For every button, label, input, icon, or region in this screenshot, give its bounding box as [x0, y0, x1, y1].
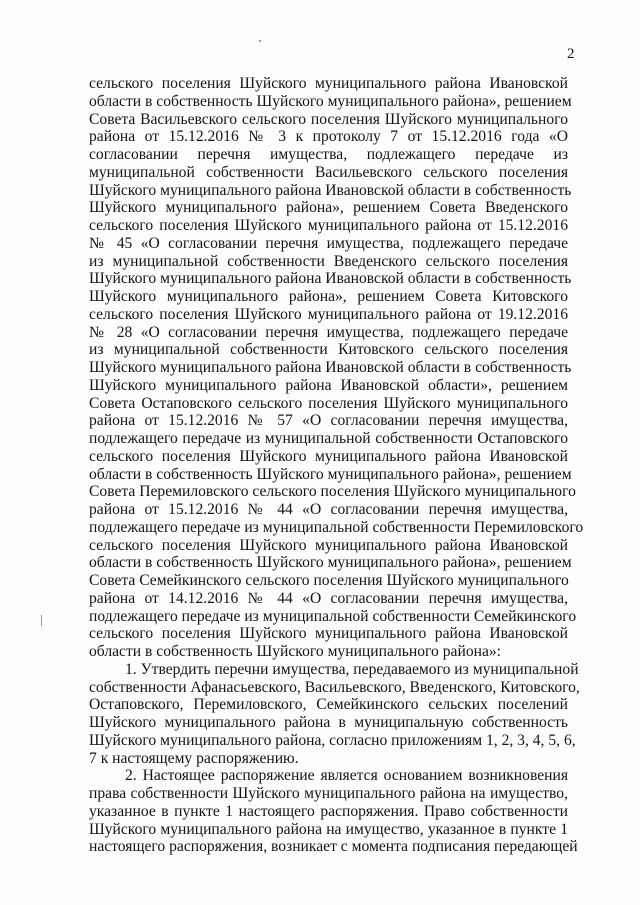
document-body — [89, 75, 584, 856]
paragraph — [89, 75, 584, 661]
text-line: сельского поселения Шуйского муниципального района от 15.12.2016 — [89, 217, 568, 234]
text-line: указанное в пункте 1 настоящего распоряжения. Право собственности — [89, 802, 568, 820]
text-line: Шуйского муниципального района в муниципальную собственность — [89, 714, 568, 731]
text-line: Совета Васильевского сельского поселения Шуйского муниципального — [89, 110, 568, 128]
text-line: Шуйского муниципального района», решением Совета Введенского — [89, 199, 568, 217]
text-line: Шуйского муниципального района Ивановской области», решением — [89, 376, 568, 394]
text-line: Совета Семейкинского сельского поселения Шуйского муниципального — [89, 572, 569, 589]
text-line: района от 15.12.2016 № 44 «О согласовании перечня имущества, — [89, 501, 568, 518]
text-line: подлежащего передаче из муниципальной собственности Остаповского — [89, 430, 568, 447]
text-line: сельского поселения Шуйского муниципального района Ивановской — [89, 625, 568, 643]
text-line: муниципальной собственности Васильевского сельского поселения — [89, 163, 568, 181]
text-line: сельского поселения Шуйского муниципального района Ивановской — [89, 536, 568, 554]
text-line: 1. Утвердить перечни имущества, передаваемого из муниципальной — [125, 660, 579, 678]
text-line: № 45 «О согласовании перечня имущества, подлежащего передаче — [89, 234, 568, 252]
text-line: согласовании перечня имущества, подлежащего передаче из — [89, 146, 568, 163]
text-line: № 28 «О согласовании перечня имущества, подлежащего передаче — [89, 323, 568, 341]
text-line: Шуйского муниципального района Ивановской области в собственность — [89, 181, 572, 199]
text-line: Совета Перемиловского сельского поселения Шуйского муниципального — [89, 483, 576, 501]
paragraph — [89, 660, 580, 768]
text-line: Шуйского муниципального района, согласно приложениям 1, 2, 3, 4, 5, 6, — [89, 731, 576, 749]
text-line: сельского поселения Шуйского муниципального района Ивановской — [89, 75, 568, 92]
scan-edge-mark — [41, 615, 42, 626]
text-line: Совета Остаповского сельского поселения Шуйского муниципального — [89, 394, 568, 412]
text-line: сельского поселения Шуйского муниципального района от 19.12.2016 — [89, 305, 568, 323]
text-line: из муниципальной собственности Китовского сельского поселения — [89, 341, 568, 359]
text-line: области в собственность Шуйского муниципального района», решением — [89, 92, 572, 110]
text-line: Шуйского муниципального района», решением Совета Китовского — [89, 288, 568, 305]
text-line: права собственности Шуйского муниципального района на имущество, — [89, 785, 568, 802]
text-line: из муниципальной собственности Введенского сельского поселения — [89, 252, 568, 270]
text-line: сельского поселения Шуйского муниципального района Ивановской — [89, 447, 568, 465]
text-line: области в собственность Шуйского муниципального района»: — [89, 643, 502, 660]
paragraph — [89, 767, 578, 856]
text-line: 2. Настоящее распоряжение является основанием возникновения — [125, 767, 568, 785]
text-line: 7 к настоящему распоряжению. — [89, 749, 299, 767]
text-line: области в собственность Шуйского муниципального района», решением — [89, 554, 572, 572]
text-line: района от 15.12.2016 № 57 «О согласовании перечня имущества, — [89, 412, 568, 430]
text-line: подлежащего передаче из муниципальной собственности Семейкинского — [89, 607, 577, 625]
text-line: Шуйского муниципального района Ивановской области в собственность — [89, 359, 572, 376]
text-line: района от 15.12.2016 № 3 к протоколу 7 от 15.12.2016 года «О — [89, 128, 568, 146]
text-line: Шуйского муниципального района на имущество, указанное в пункте 1 — [89, 820, 568, 838]
scan-dust-mark — [259, 40, 261, 42]
text-line: Остаповского, Перемиловского, Семейкинского сельских поселений — [89, 696, 568, 714]
text-line: района от 14.12.2016 № 44 «О согласовании перечня имущества, — [89, 589, 568, 607]
text-line: собственности Афанасьевского, Васильевского, Введенского, Китовского, — [89, 678, 580, 696]
text-line: Шуйского муниципального района Ивановской области в собственность — [89, 270, 572, 288]
text-line: подлежащего передаче из муниципальной собственности Перемиловского — [89, 518, 584, 536]
text-line: области в собственность Шуйского муниципального района», решением — [89, 465, 572, 483]
text-line: настоящего распоряжения, возникает с момента подписания передающей — [89, 838, 578, 856]
page-number: 2 — [567, 46, 575, 62]
